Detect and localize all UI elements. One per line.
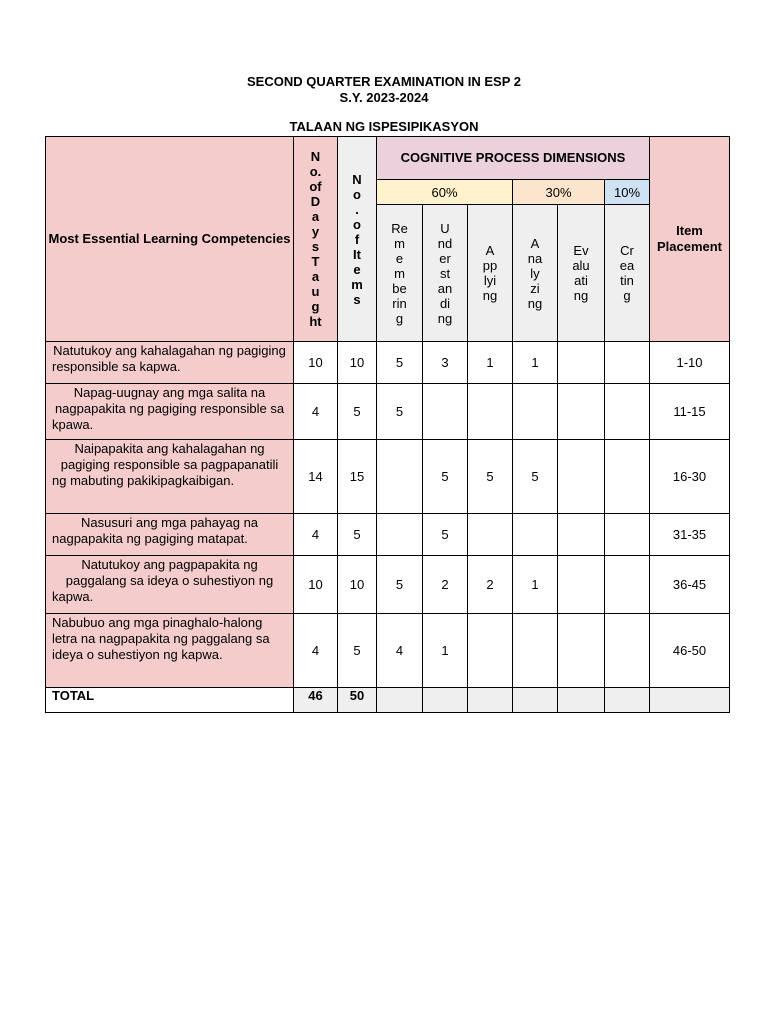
header-fragment: .	[355, 201, 359, 217]
total-row	[46, 688, 730, 713]
total-understanding	[423, 688, 468, 713]
remembering-cell: 4	[377, 614, 423, 688]
table-row	[46, 440, 730, 514]
table-row	[46, 556, 730, 614]
items-cell: 10	[338, 556, 377, 614]
header-competencies: Most Essential Learning Competencies	[46, 137, 294, 342]
header-fragment: st	[439, 265, 451, 281]
competency-cell: Natutukoy ang pagpapakita ng paggalang sa ideya o suhestiyon ng kapwa.	[46, 556, 294, 614]
remembering-cell	[377, 440, 423, 514]
creating-cell	[605, 514, 650, 556]
understanding-cell: 2	[423, 556, 468, 614]
header-fragment: di	[439, 295, 451, 311]
competency-cell: Nasusuri ang mga pahayag na nagpapakita ng pagiging matapat.	[46, 514, 294, 556]
header-fragment: m	[351, 276, 363, 292]
evaluating-cell	[558, 440, 605, 514]
header-fragment: A	[530, 235, 540, 251]
analyzing-cell	[513, 384, 558, 440]
evaluating-cell	[558, 556, 605, 614]
remembering-cell: 5	[377, 342, 423, 384]
header-no-of-items	[338, 137, 377, 342]
header-fragment: ng	[573, 288, 589, 303]
creating-cell	[605, 440, 650, 514]
header-fragment: ng	[482, 288, 498, 303]
header-fragment: g	[311, 299, 320, 314]
items-cell: 5	[338, 384, 377, 440]
header-fragment: ht	[309, 314, 322, 329]
applying-cell: 2	[468, 556, 513, 614]
total-evaluating	[558, 688, 605, 713]
header-fragment: e	[395, 250, 404, 266]
items-cell: 10	[338, 342, 377, 384]
creating-cell	[605, 342, 650, 384]
days-cell: 4	[294, 514, 338, 556]
header-fragment: e	[353, 261, 361, 277]
analyzing-cell: 1	[513, 342, 558, 384]
header-fragment: U	[440, 220, 450, 236]
header-cognitive-process: COGNITIVE PROCESS DIMENSIONS	[377, 137, 650, 180]
header-fragment: s	[353, 291, 361, 307]
placement-cell: 31-35	[650, 514, 730, 556]
header-fragment: tin	[620, 273, 634, 288]
header-fragment: o	[353, 186, 361, 202]
header-fragment: ly	[530, 265, 540, 281]
header-fragment: m	[394, 265, 405, 281]
remembering-cell	[377, 514, 423, 556]
percent-lower-order: 60%	[377, 180, 513, 205]
total-applying	[468, 688, 513, 713]
header-fragment: ng	[527, 295, 543, 311]
applying-cell	[468, 614, 513, 688]
header-fragment: A	[485, 243, 495, 258]
creating-cell	[605, 556, 650, 614]
header-fragment: alu	[572, 258, 590, 273]
evaluating-cell	[558, 614, 605, 688]
header-understanding	[423, 205, 468, 342]
header-fragment: g	[623, 288, 631, 303]
table-row	[46, 342, 730, 384]
days-cell: 10	[294, 342, 338, 384]
understanding-cell: 3	[423, 342, 468, 384]
header-fragment: ea	[619, 258, 635, 273]
days-cell: 10	[294, 556, 338, 614]
total-items: 50	[338, 688, 377, 713]
understanding-cell: 1	[423, 614, 468, 688]
header-fragment: na	[527, 250, 543, 266]
header-evaluating	[558, 205, 605, 342]
header-fragment: rin	[392, 295, 407, 311]
placement-cell: 1-10	[650, 342, 730, 384]
analyzing-cell: 5	[513, 440, 558, 514]
total-creating	[605, 688, 650, 713]
total-remembering	[377, 688, 423, 713]
applying-cell: 1	[468, 342, 513, 384]
table-row	[46, 514, 730, 556]
header-fragment: o.	[309, 164, 322, 179]
header-fragment: T	[311, 254, 320, 269]
exam-title: SECOND QUARTER EXAMINATION IN ESP 2	[247, 74, 521, 89]
school-year: S.Y. 2023-2024	[339, 90, 429, 105]
evaluating-cell	[558, 514, 605, 556]
header-fragment: u	[311, 284, 320, 299]
header-fragment: a	[311, 209, 320, 224]
header-fragment: f	[354, 231, 360, 247]
header-fragment: Re	[391, 220, 408, 236]
specification-table	[45, 136, 730, 713]
evaluating-cell	[558, 384, 605, 440]
header-fragment: nd	[437, 235, 453, 251]
remembering-cell: 5	[377, 384, 423, 440]
header-fragment: g	[395, 310, 404, 326]
applying-cell	[468, 514, 513, 556]
header-fragment: zi	[530, 280, 540, 296]
competency-cell: Nabubuo ang mga pinaghalo-halong letra na nagpapakita ng paggalang sa ideya o suhestiyon ng kapwa.	[46, 614, 294, 688]
table-title: TALAAN NG ISPESIPIKASYON	[289, 119, 479, 134]
understanding-cell	[423, 384, 468, 440]
understanding-cell: 5	[423, 440, 468, 514]
percent-higher-order: 10%	[605, 180, 650, 205]
days-cell: 14	[294, 440, 338, 514]
placement-cell: 36-45	[650, 556, 730, 614]
creating-cell	[605, 614, 650, 688]
header-item-placement: Item Placement	[650, 137, 730, 342]
analyzing-cell: 1	[513, 556, 558, 614]
table-row	[46, 384, 730, 440]
items-cell: 5	[338, 614, 377, 688]
competency-cell: Naipapakita ang kahalagahan ng pagiging responsible sa pagpapanatili ng mabuting pakikipagkaibigan.	[46, 440, 294, 514]
placement-cell: 46-50	[650, 614, 730, 688]
header-fragment: y	[311, 224, 320, 239]
days-cell: 4	[294, 614, 338, 688]
analyzing-cell	[513, 514, 558, 556]
header-fragment: N	[352, 171, 362, 187]
header-applying	[468, 205, 513, 342]
competency-cell: Napag-uugnay ang mga salita na nagpapakita ng pagiging responsible sa kpawa.	[46, 384, 294, 440]
applying-cell	[468, 384, 513, 440]
applying-cell: 5	[468, 440, 513, 514]
header-fragment: Cr	[620, 243, 634, 258]
header-fragment: It	[353, 246, 361, 262]
header-fragment: an	[437, 280, 453, 296]
header-fragment: D	[310, 194, 321, 209]
header-analyzing	[513, 205, 558, 342]
header-remembering	[377, 205, 423, 342]
placement-cell: 16-30	[650, 440, 730, 514]
creating-cell	[605, 384, 650, 440]
header-fragment: lyi	[483, 273, 497, 288]
total-label: TOTAL	[46, 688, 294, 713]
placement-cell: 11-15	[650, 384, 730, 440]
header-days-taught	[294, 137, 338, 342]
understanding-cell: 5	[423, 514, 468, 556]
header-fragment: Ev	[573, 243, 589, 258]
header-fragment: ng	[437, 310, 453, 326]
total-days: 46	[294, 688, 338, 713]
header-creating	[605, 205, 650, 342]
header-fragment: o	[353, 216, 361, 232]
header-fragment: of	[309, 179, 322, 194]
header-fragment: m	[394, 235, 405, 251]
header-fragment: be	[392, 280, 407, 296]
competency-cell: Natutukoy ang kahalagahan ng pagiging responsible sa kapwa.	[46, 342, 294, 384]
remembering-cell: 5	[377, 556, 423, 614]
items-cell: 15	[338, 440, 377, 514]
percent-middle-order: 30%	[513, 180, 605, 205]
total-placement	[650, 688, 730, 713]
header-fragment: er	[439, 250, 451, 266]
header-fragment: pp	[482, 258, 498, 273]
header-fragment: ati	[574, 273, 588, 288]
header-fragment: N	[310, 149, 321, 164]
evaluating-cell	[558, 342, 605, 384]
table-row	[46, 614, 730, 688]
days-cell: 4	[294, 384, 338, 440]
header-fragment: a	[311, 269, 320, 284]
header-fragment: s	[311, 239, 320, 254]
analyzing-cell	[513, 614, 558, 688]
total-analyzing	[513, 688, 558, 713]
items-cell: 5	[338, 514, 377, 556]
